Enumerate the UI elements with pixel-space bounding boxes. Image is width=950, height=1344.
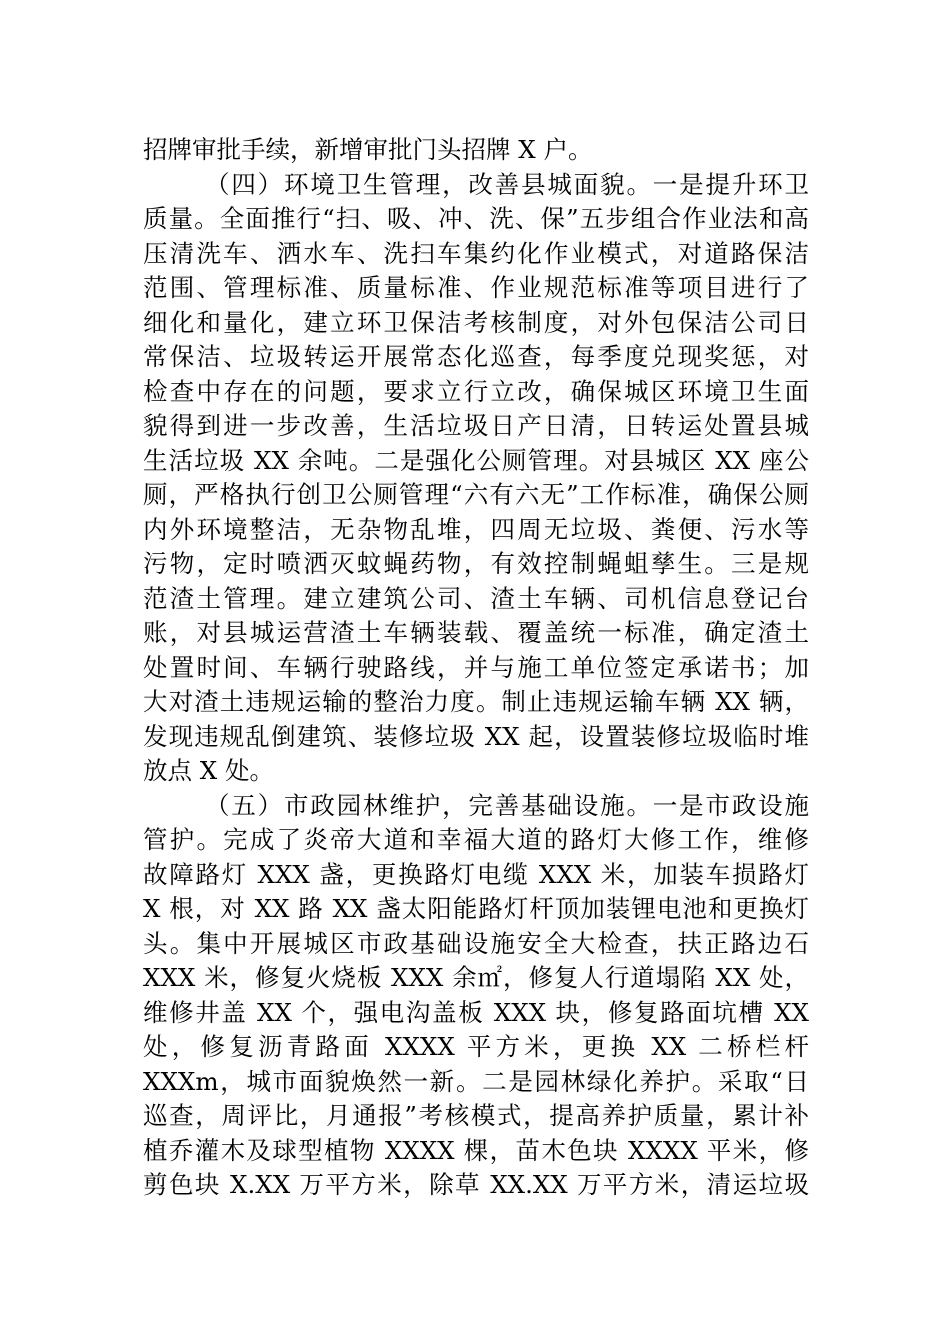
text-line: 故障路灯 XXX 盏，更换路灯电缆 XXX 米，加装车损路灯	[143, 860, 809, 889]
text-line: X 根，对 XX 路 XX 盏太阳能路灯杆顶加装锂电池和更换灯	[143, 894, 809, 923]
text-line: 生活垃圾 XX 余吨。二是强化公厕管理。对县城区 XX 座公	[143, 446, 809, 475]
text-line: 招牌审批手续，新增审批门头招牌 X 户。	[143, 135, 593, 164]
text-line: 范围、管理标准、质量标准、作业规范标准等项目进行了	[143, 273, 809, 302]
text-line: 细化和量化，建立环卫保洁考核制度，对外包保洁公司日	[143, 308, 809, 337]
section-4-heading-line: （四）环境卫生管理，改善县城面貌。一是提升环卫	[205, 170, 809, 199]
text-line: 内外环境整洁，无杂物乱堆，四周无垃圾、粪便、污水等	[143, 515, 809, 544]
text-line: 压清洗车、洒水车、洗扫车集约化作业模式，对道路保洁	[143, 239, 809, 268]
text-line: 貌得到进一步改善，生活垃圾日产日清，日转运处置县城	[143, 411, 809, 440]
text-line: 巡查，周评比，月通报”考核模式，提高养护质量，累计补	[143, 1101, 809, 1130]
text-line: 头。集中开展城区市政基础设施安全大检查，扶正路边石	[143, 929, 809, 958]
text-line: 大对渣土违规运输的整治力度。制止违规运输车辆 XX 辆，	[143, 687, 809, 716]
text-line: 处，修复沥青路面 XXXX 平方米，更换 XX 二桥栏杆	[143, 1032, 809, 1061]
text-line: 范渣土管理。建立建筑公司、渣土车辆、司机信息登记台	[143, 584, 809, 613]
text-line: 放点 X 处。	[143, 756, 275, 785]
text-line: XXX 米，修复火烧板 XXX 余㎡，修复人行道塌陷 XX 处，	[143, 963, 809, 992]
text-line: 污物，定时喷洒灭蚊蝇药物，有效控制蝇蛆孳生。三是规	[143, 549, 809, 578]
text-line: 发现违规乱倒建筑、装修垃圾 XX 起，设置装修垃圾临时堆	[143, 722, 809, 751]
text-line: XXXm，城市面貌焕然一新。二是园林绿化养护。采取“日	[143, 1067, 809, 1096]
text-line: 厕，严格执行创卫公厕管理“六有六无”工作标准，确保公厕	[143, 480, 809, 509]
text-line: 处置时间、车辆行驶路线，并与施工单位签定承诺书；加	[143, 653, 809, 682]
text-line: 维修井盖 XX 个，强电沟盖板 XXX 块，修复路面坑槽 XX	[143, 998, 809, 1027]
text-line: 管护。完成了炎帝大道和幸福大道的路灯大修工作，维修	[143, 825, 809, 854]
text-line: 植乔灌木及球型植物 XXXX 棵，苗木色块 XXXX 平米，修	[143, 1136, 809, 1165]
section-5-heading-line: （五）市政园林维护，完善基础设施。一是市政设施	[205, 791, 809, 820]
text-line: 常保洁、垃圾转运开展常态化巡查，每季度兑现奖惩，对	[143, 342, 809, 371]
text-line: 剪色块 X.XX 万平方米，除草 XX.XX 万平方米，清运垃圾	[143, 1170, 809, 1199]
text-line: 账，对县城运营渣土车辆装载、覆盖统一标准，确定渣土	[143, 618, 809, 647]
text-line: 质量。全面推行“扫、吸、冲、洗、保”五步组合作业法和高	[143, 204, 809, 233]
text-line: 检查中存在的问题，要求立行立改，确保城区环境卫生面	[143, 377, 809, 406]
